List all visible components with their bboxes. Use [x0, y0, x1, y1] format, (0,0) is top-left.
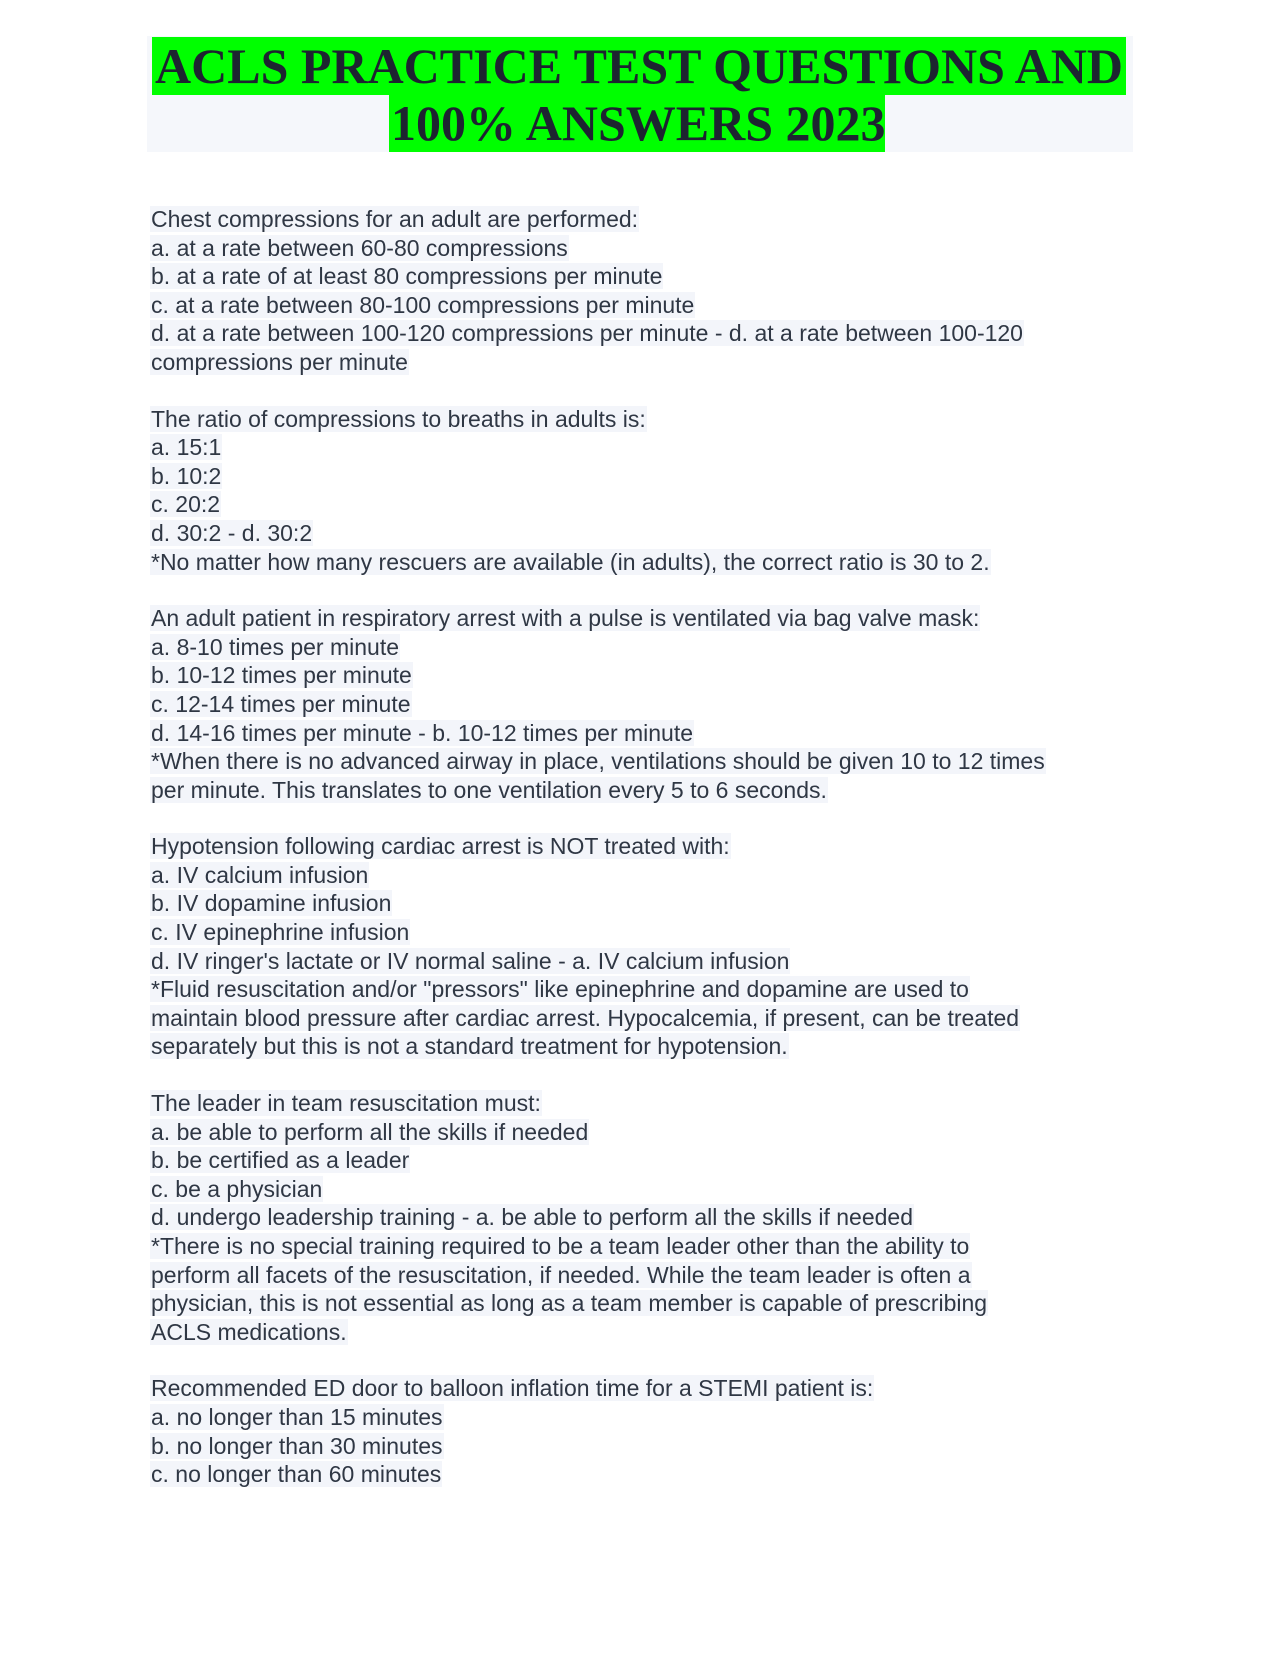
document-title-line-1: ACLS PRACTICE TEST QUESTIONS AND [152, 37, 1126, 95]
question-4 [150, 832, 1135, 1061]
answer-option: c. IV epinephrine infusion [151, 919, 410, 946]
answer-explanation: perform all facets of the resuscitation, if needed. While the team leader is often a [151, 1261, 971, 1288]
answer-option: b. at a rate of at least 80 compressions per minute [151, 263, 663, 290]
answer-option: d. 14-16 times per minute - b. 10-12 times per minute [151, 719, 694, 746]
answer-option: c. at a rate between 80-100 compressions per minute [151, 291, 695, 318]
answer-explanation: *There is no special training required to be a team leader other than the ability to [151, 1233, 970, 1259]
answer-option: a. 8-10 times per minute [151, 633, 400, 660]
answer-option: a. IV calcium infusion [151, 861, 369, 888]
answer-option: b. 10:2 [151, 462, 222, 489]
question-text: Hypotension following cardiac arrest is NOT treated with: [151, 833, 730, 860]
question-text: The leader in team resuscitation must: [151, 1090, 541, 1117]
question-text: Chest compressions for an adult are performed: [151, 206, 639, 232]
question-1 [150, 205, 1135, 377]
question-text: An adult patient in respiratory arrest with a pulse is ventilated via bag valve mask: [151, 605, 980, 632]
answer-option: d. 30:2 - d. 30:2 [151, 519, 313, 546]
question-5 [150, 1089, 1135, 1346]
answer-option: a. at a rate between 60-80 compressions [151, 234, 568, 261]
answer-option: c. be a physician [151, 1175, 323, 1202]
question-3 [150, 604, 1135, 804]
question-6 [150, 1374, 1135, 1488]
answer-option: a. be able to perform all the skills if needed [151, 1118, 589, 1145]
questions-content [150, 205, 1135, 1517]
answer-explanation: separately but this is not a standard treatment for hypotension. [151, 1033, 788, 1060]
answer-option: a. no longer than 15 minutes [151, 1403, 443, 1430]
answer-option: b. be certified as a leader [151, 1147, 410, 1174]
answer-option: d. at a rate between 100-120 compressions per minute - d. at a rate between 100-120 [151, 320, 1023, 347]
answer-explanation: *When there is no advanced airway in place, ventilations should be given 10 to 12 times [151, 748, 1045, 775]
answer-explanation: *No matter how many rescuers are available (in adults), the correct ratio is 30 to 2. [151, 548, 990, 575]
answer-explanation: physician, this is not essential as long as a team member is capable of prescribing [151, 1290, 988, 1317]
question-text: Recommended ED door to balloon inflation time for a STEMI patient is: [151, 1375, 874, 1402]
answer-option: a. 15:1 [151, 434, 222, 461]
answer-option: b. no longer than 30 minutes [151, 1432, 443, 1459]
answer-continuation: compressions per minute [151, 348, 408, 375]
answer-option: c. 12-14 times per minute [151, 690, 411, 717]
answer-option: d. IV ringer's lactate or IV normal saline - a. IV calcium infusion [151, 947, 790, 974]
answer-option: c. 20:2 [151, 491, 221, 518]
question-2 [150, 405, 1135, 577]
answer-explanation: maintain blood pressure after cardiac arrest. Hypocalcemia, if present, can be treated [151, 1004, 1020, 1031]
answer-explanation: ACLS medications. [151, 1318, 347, 1345]
answer-option: b. IV dopamine infusion [151, 890, 392, 917]
document-title-line-2: 100% ANSWERS 2023 [391, 95, 886, 151]
question-text: The ratio of compressions to breaths in adults is: [151, 405, 646, 432]
answer-explanation: *Fluid resuscitation and/or "pressors" like epinephrine and dopamine are used to [151, 976, 969, 1003]
answer-option: d. undergo leadership training - a. be able to perform all the skills if needed [151, 1204, 914, 1231]
answer-option: c. no longer than 60 minutes [151, 1461, 442, 1488]
answer-explanation: per minute. This translates to one ventilation every 5 to 6 seconds. [151, 776, 827, 803]
answer-option: b. 10-12 times per minute [151, 662, 412, 689]
